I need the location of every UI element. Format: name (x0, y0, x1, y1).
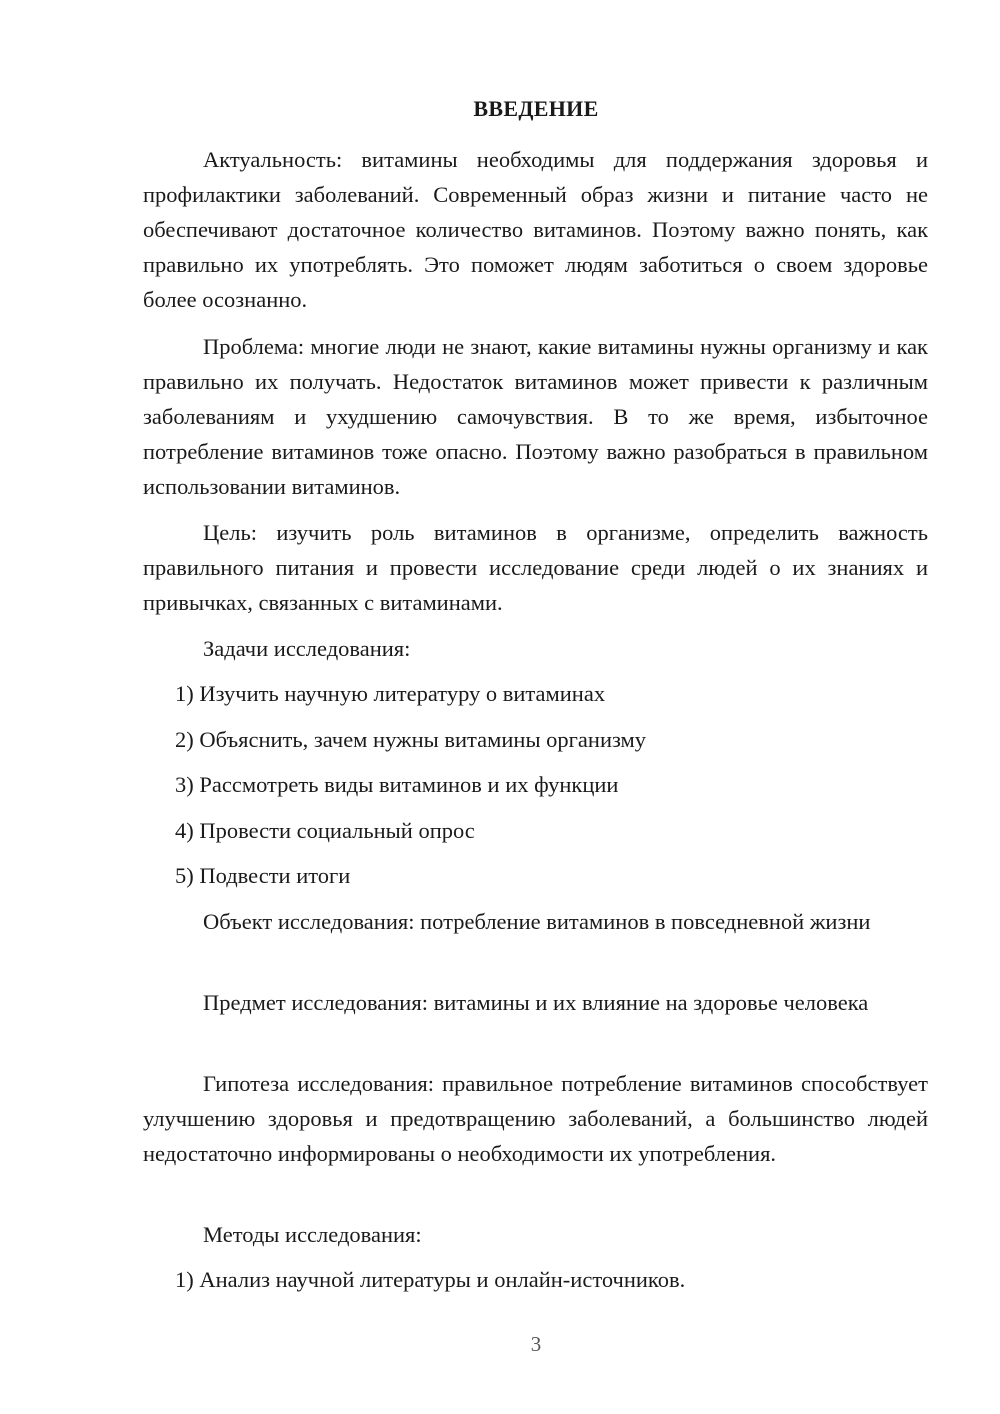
body-text (143, 142, 928, 317)
body-text (143, 329, 928, 504)
paragraph-hypothesis: Гипотеза исследования: правильное потребление витаминов способствует улучшению здоровья и предотвращению заболеваний, а большинство людей недостаточно информированы о необходимости их употребления. (143, 1071, 928, 1166)
body-text (143, 515, 928, 620)
body-text (143, 631, 928, 666)
tasks-list (143, 858, 928, 893)
page-number: 3 (530, 1332, 542, 1356)
tasks-list (143, 767, 928, 802)
tasks-list (143, 676, 928, 711)
paragraph-object: Объект исследования: потребление витаминов в повседневной жизни (203, 909, 871, 934)
list-item: 5) Подвести итоги (175, 863, 351, 888)
methods-heading: Методы исследования: (203, 1222, 422, 1247)
page-title: ВВЕДЕНИЕ (473, 96, 599, 121)
list-item: 4) Провести социальный опрос (175, 818, 475, 843)
body-text (143, 904, 928, 939)
list-item: 3) Рассмотреть виды витаминов и их функции (175, 772, 619, 797)
list-item: 1) Анализ научной литературы и онлайн-источников. (175, 1267, 686, 1292)
tasks-list (143, 722, 928, 757)
list-item: 1) Изучить научную литературу о витаминах (175, 681, 606, 706)
paragraph-subject: Предмет исследования: витамины и их влияние на здоровье человека (203, 990, 869, 1015)
methods-list (143, 1262, 928, 1297)
list-item: 2) Объяснить, зачем нужны витамины организму (175, 727, 647, 752)
body-text (143, 1217, 928, 1252)
paragraph-relevance: Актуальность: витамины необходимы для поддержания здоровья и профилактики заболеваний. Современный образ жизни и питание часто не обеспечивают достаточное количество витаминов. Поэтому важно понять, как правильно их употреблять. Это поможет людям заботиться о своем здоровье более осознанно. (143, 147, 928, 312)
paragraph-problem: Проблема: многие люди не знают, какие витамины нужны организму и как правильно их получать. Недостаток витаминов может привести к различным заболеваниям и ухудшению самочувствия. В то же время, избыточное потребление витаминов тоже опасно. Поэтому важно разобраться в правильном использовании витаминов. (143, 334, 928, 499)
tasks-list (143, 813, 928, 848)
tasks-heading: Задачи исследования: (203, 636, 411, 661)
body-text (143, 985, 928, 1020)
paragraph-goal: Цель: изучить роль витаминов в организме, определить важность правильного питания и провести исследование среди людей о их знаниях и привычках, связанных с витаминами. (143, 520, 928, 615)
body-text (143, 1066, 928, 1171)
